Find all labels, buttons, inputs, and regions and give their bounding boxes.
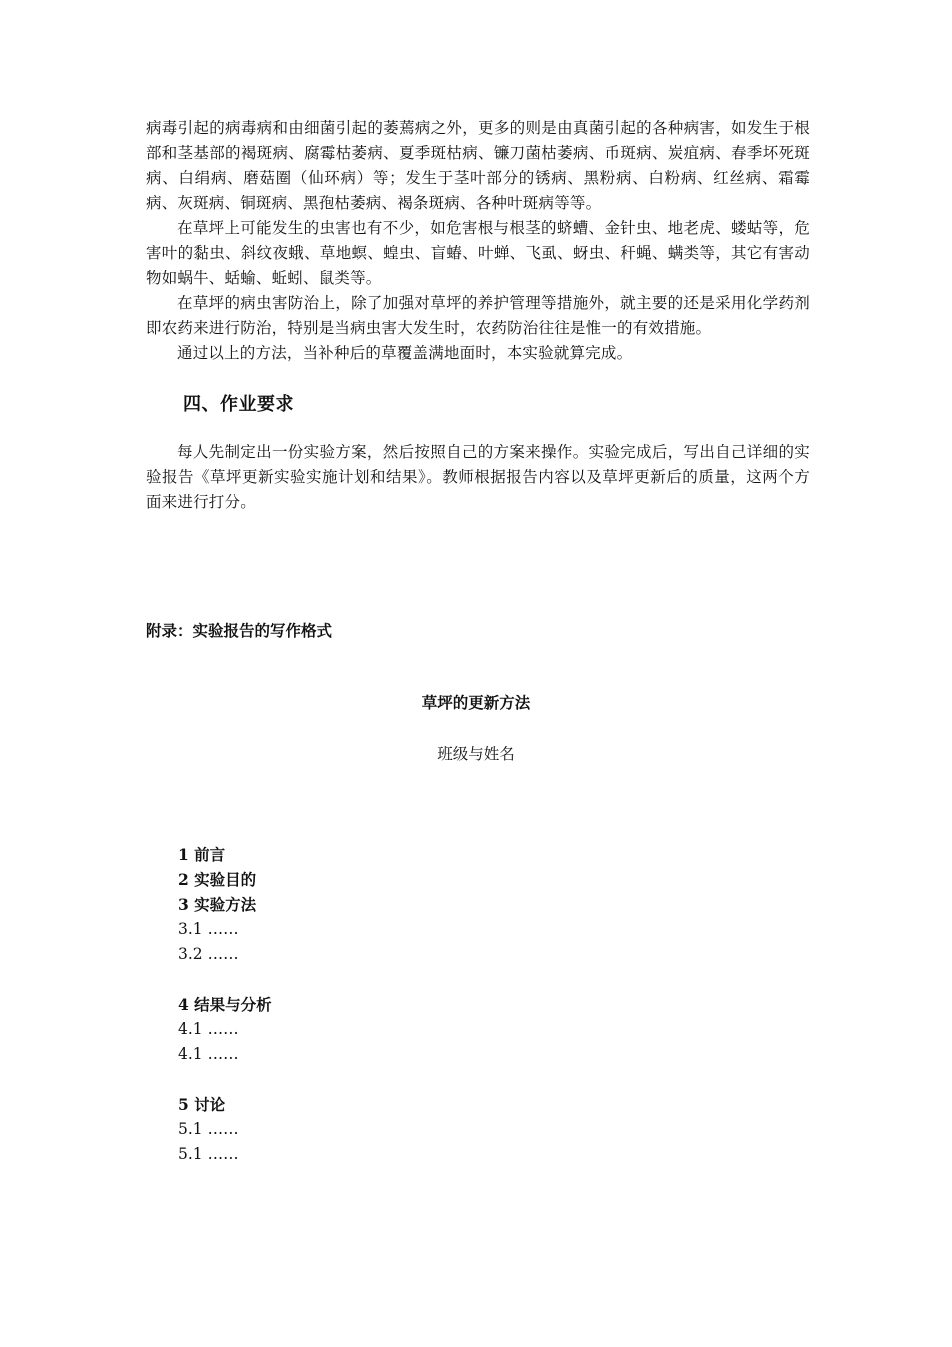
- report-title: 草坪的更新方法: [421, 693, 531, 712]
- outline-item: 5.1 ……: [178, 1120, 239, 1138]
- paragraph-pests: 在草坪上可能发生的虫害也有不少，如危害根与根茎的蛴螬、金针虫、地老虎、蝼蛄等，危害叶的黏虫、斜纹夜蛾、草地螟、蝗虫、盲蝽、叶蝉、飞虱、蚜虫、秆蝇、螨类等，其它有害动物如蜗牛、蛞蝓、蚯蚓、鼠类等。: [146, 219, 810, 287]
- appendix-title: 附录：实验报告的写作格式: [146, 621, 333, 640]
- paragraph-diseases: 病毒引起的病毒病和由细菌引起的萎蔫病之外，更多的则是由真菌引起的各种病害，如发生于根部和茎基部的褐斑病、腐霉枯萎病、夏季斑枯病、镰刀菌枯萎病、币斑病、炭疽病、春季坏死斑病、白绢病、磨菇圈（仙环病）等；发生于茎叶部分的锈病、黑粉病、白粉病、红丝病、霜霉病、灰斑病、铜斑病、黑孢枯萎病、褐条斑病、各种叶斑病等等。: [146, 119, 810, 212]
- outline-gap: [178, 1067, 272, 1092]
- outline-heading-purpose: 2 实验目的: [178, 870, 257, 889]
- body-text: [146, 116, 810, 366]
- outline-heading-discussion: 5 讨论: [178, 1095, 226, 1114]
- paragraph-completion: 通过以上的方法，当补种后的草覆盖满地面时，本实验就算完成。: [177, 344, 633, 362]
- outline-item: 4.1 ……: [178, 1020, 239, 1038]
- outline-heading-preface: 1 前言: [178, 845, 226, 864]
- outline-item: 3.2 ……: [178, 945, 239, 963]
- report-outline: [178, 842, 272, 1167]
- outline-item: 3.1 ……: [178, 920, 239, 938]
- outline-item: 5.1 ……: [178, 1145, 239, 1163]
- outline-heading-methods: 3 实验方法: [178, 895, 257, 914]
- requirement-block: [146, 440, 810, 515]
- paragraph-requirements: 每人先制定出一份实验方案，然后按照自己的方案来操作。实验完成后，写出自己详细的实验报告《草坪更新实验实施计划和结果》。教师根据报告内容以及草坪更新后的质量，这两个方面来进行打分。: [146, 443, 810, 511]
- paragraph-control: 在草坪的病虫害防治上，除了加强对草坪的养护管理等措施外，就主要的还是采用化学药剂即农药来进行防治，特别是当病虫害大发生时，农药防治往往是惟一的有效措施。: [146, 294, 810, 337]
- outline-gap: [178, 967, 272, 992]
- section-heading: 四、作业要求: [183, 394, 294, 415]
- outline-item: 4.1 ……: [178, 1045, 239, 1063]
- report-author: 班级与姓名: [437, 745, 515, 763]
- outline-heading-results: 4 结果与分析: [178, 995, 272, 1014]
